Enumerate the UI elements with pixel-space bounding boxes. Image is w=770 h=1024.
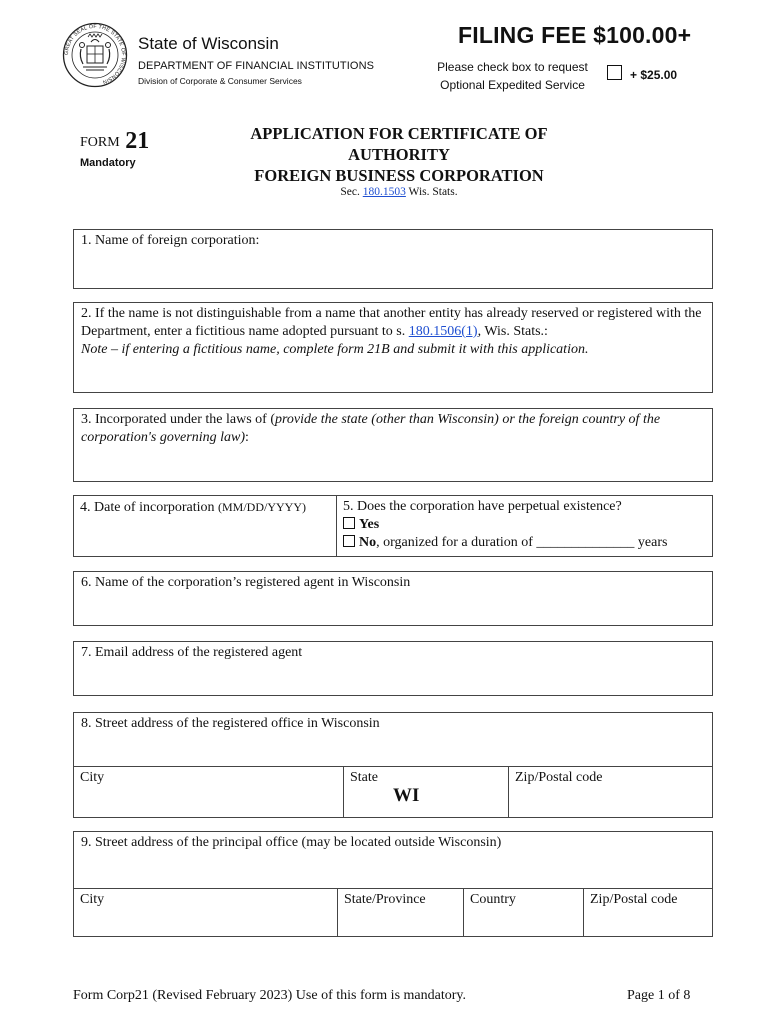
yes-option[interactable] xyxy=(343,516,706,534)
section-5-perpetual-existence xyxy=(336,495,713,557)
form-title xyxy=(226,123,572,186)
form-number xyxy=(80,128,149,155)
section-9-principal-office[interactable] xyxy=(73,831,713,889)
form-number-value: 21 xyxy=(125,128,150,154)
section-2-number: 2 xyxy=(81,306,88,321)
agency-block xyxy=(138,34,374,86)
section-3-number: 3. xyxy=(81,412,92,427)
yes-checkbox[interactable] xyxy=(343,517,355,529)
section-9-city-field[interactable] xyxy=(73,888,338,937)
section-3-governing-law[interactable] xyxy=(73,408,713,482)
section-3-end: : xyxy=(245,430,249,445)
filing-fee-heading: FILING FEE $100.00+ xyxy=(458,22,692,48)
wisconsin-state-seal-icon xyxy=(62,22,128,88)
department-name: DEPARTMENT OF FINANCIAL INSTITUTIONS xyxy=(138,60,375,72)
section-9-zip-label: Zip/Postal code xyxy=(590,892,678,907)
duration-text: , organized for a duration of ______________ years xyxy=(376,535,668,550)
section-8-zip-field[interactable] xyxy=(508,766,713,818)
date-format-hint: (MM/DD/YYYY) xyxy=(218,500,307,514)
section-8-number: 8. xyxy=(81,716,92,731)
section-1-corporation-name[interactable] xyxy=(73,229,713,289)
title-line-1: APPLICATION FOR CERTIFICATE OF xyxy=(250,124,548,143)
sec-prefix: Sec. xyxy=(340,186,360,198)
section-5-number: 5 xyxy=(343,499,350,514)
section-2-label-end: , Wis. Stats.: xyxy=(477,324,548,339)
section-8-registered-office[interactable] xyxy=(73,712,713,767)
section-9-zip-field[interactable] xyxy=(583,888,713,937)
section-6-number: 6 xyxy=(81,575,88,590)
section-8-state-field xyxy=(343,766,509,818)
section-7-agent-email[interactable] xyxy=(73,641,713,696)
no-label: No xyxy=(359,535,377,550)
expedite-checkbox[interactable] xyxy=(607,65,622,80)
expedite-note-line-2: Optional Expedited Service xyxy=(440,78,585,92)
section-4-label: . Date of incorporation xyxy=(87,500,215,515)
section-2-note: Note – if entering a fictitious name, complete form 21B and submit it with this application. xyxy=(81,342,589,357)
expedite-note-line-1: Please check box to request xyxy=(437,60,588,74)
section-9-state-label: State/Province xyxy=(344,892,426,907)
section-9-city-label: City xyxy=(80,892,105,907)
section-4-date-of-incorporation[interactable] xyxy=(73,495,337,557)
section-1-label: Name of foreign corporation: xyxy=(95,233,260,248)
section-9-number: 9. xyxy=(81,835,92,850)
section-6-label: . Name of the corporation’s registered agent in Wisconsin xyxy=(88,575,411,590)
seal-text: GREAT SEAL OF THE STATE OF WISCONSIN xyxy=(63,23,127,85)
expedite-fee: + $25.00 xyxy=(630,68,678,82)
state-name: State of Wisconsin xyxy=(138,34,279,53)
title-line-2: AUTHORITY xyxy=(348,145,450,164)
sec-suffix: Wis. Stats. xyxy=(408,186,458,198)
section-7-label: Email address of the registered agent xyxy=(95,645,303,660)
page-number: Page 1 of 8 xyxy=(627,988,691,1003)
section-6-registered-agent[interactable] xyxy=(73,571,713,626)
section-8-state-value: WI xyxy=(393,785,420,806)
section-8-state-label: State xyxy=(350,770,378,785)
statute-link-180-1506[interactable]: 180.1506(1) xyxy=(408,324,478,339)
section-8-city-label: City xyxy=(80,770,105,785)
statute-link[interactable]: 180.1503 xyxy=(362,186,406,198)
footer-form-info: Form Corp21 (Revised February 2023) Use of this form is mandatory. xyxy=(73,988,466,1003)
section-5-label: . Does the corporation have perpetual existence? xyxy=(350,499,622,514)
section-8-label: Street address of the registered office in Wisconsin xyxy=(95,716,380,731)
yes-label: Yes xyxy=(359,517,380,532)
section-1-number: 1. xyxy=(81,233,92,248)
section-7-number: 7. xyxy=(81,645,92,660)
section-9-state-field[interactable] xyxy=(337,888,464,937)
section-8-city-field[interactable] xyxy=(73,766,344,818)
section-4-number: 4 xyxy=(80,500,87,515)
section-2-text xyxy=(81,305,705,341)
section-9-country-field[interactable] xyxy=(463,888,584,937)
section-3-hint: provide the state (other than Wisconsin) or the foreign country of the corporation's governing law) xyxy=(81,412,661,445)
form-label: FORM xyxy=(80,135,120,150)
section-9-country-label: Country xyxy=(470,892,516,907)
expedite-note xyxy=(430,58,595,94)
mandatory-label: Mandatory xyxy=(80,157,136,169)
section-3-label: Incorporated under the laws of ( xyxy=(95,412,275,427)
section-5-question xyxy=(343,498,706,516)
section-8-zip-label: Zip/Postal code xyxy=(515,770,603,785)
no-checkbox[interactable] xyxy=(343,535,355,547)
no-option[interactable] xyxy=(343,534,706,552)
statute-reference xyxy=(226,186,572,198)
section-2-fictitious-name[interactable] xyxy=(73,302,713,393)
section-9-label: Street address of the principal office (may be located outside Wisconsin) xyxy=(95,835,502,850)
section-2-label: . If the name is not distinguishable from a name that another entity has already reserved or registered with the Department, enter a fictitious name adopted pursuant to s. xyxy=(81,306,702,339)
division-name: Division of Corporate & Consumer Services xyxy=(138,76,302,86)
title-line-3: FOREIGN BUSINESS CORPORATION xyxy=(254,166,544,185)
